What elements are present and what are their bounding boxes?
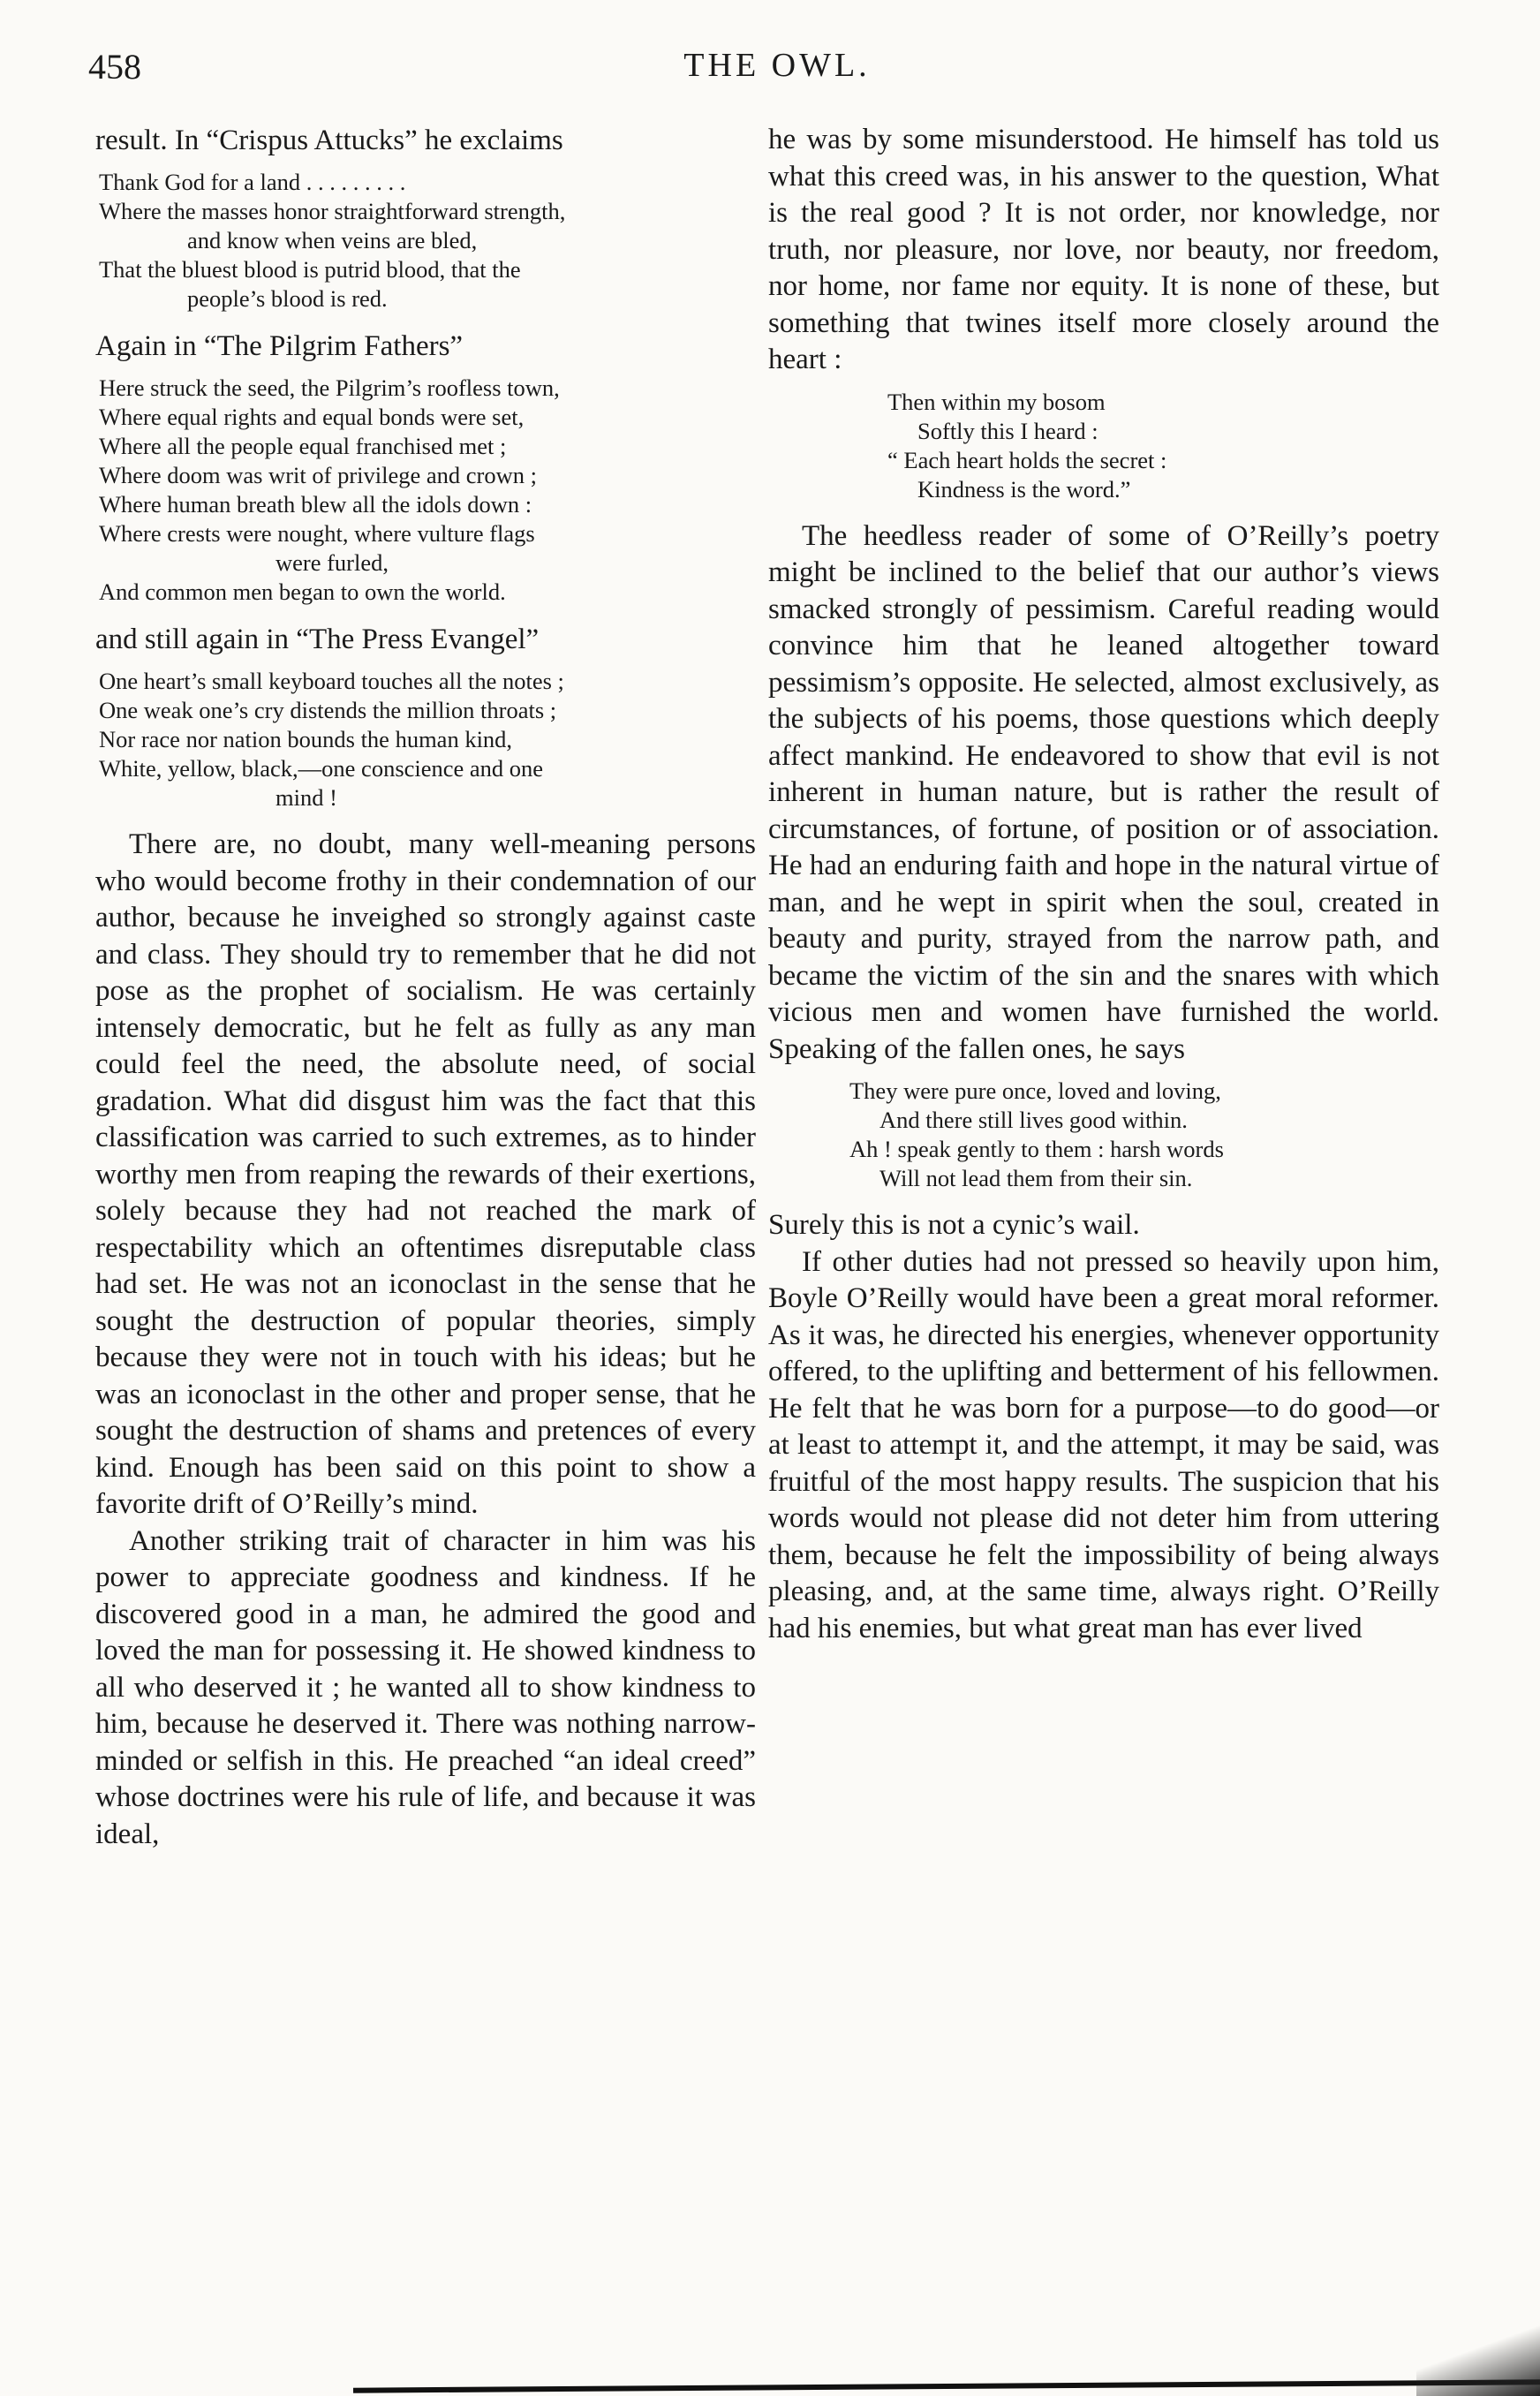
poem-press-evangel: [99, 667, 756, 813]
right-column: [768, 122, 1439, 1647]
poem-fallen-ones: [849, 1077, 1439, 1193]
poem-line: One heart’s small keyboard touches all the notes ;: [99, 668, 564, 694]
intro-pilgrim-fathers: Again in “The Pilgrim Fathers”: [95, 330, 464, 362]
poem-line: Softly this I heard :: [917, 417, 1098, 444]
paragraph-moral-reformer: If other duties had not pressed so heavily upon him, Boyle O’Reilly would have been a great moral reformer. As it was, he directed his energies, whenever opportunity offered, to the uplifting and betterment of his fellowmen. He felt that he was born for a purpose—to do good—or at least to attempt it, and the attempt, it may be said, was fruitful of the most happy results. The suspicion that his words would not please did not deter him from uttering them, because he felt the impossibility of being always pleasing, and, at the same time, always right. O’Reilly had his enemies, but what great man has ever lived: [768, 1245, 1439, 1644]
poem-line: mind !: [276, 784, 337, 811]
poem-line: And common men began to own the world.: [99, 578, 506, 605]
paragraph-cynic: Surely this is not a cynic’s wail.: [768, 1209, 1140, 1241]
poem-line: and know when veins are bled,: [187, 227, 478, 253]
poem-line: were furled,: [276, 549, 389, 576]
poem-line: Where doom was writ of privilege and crown ;: [99, 462, 537, 488]
poem-line: And there still lives good within.: [879, 1107, 1188, 1133]
poem-line: Kindness is the word.”: [917, 475, 1131, 503]
poem-line: Here struck the seed, the Pilgrim’s roofless town,: [99, 374, 560, 401]
poem-line: Where all the people equal franchised met ;: [99, 433, 507, 459]
poem-line: “ Each heart holds the secret :: [887, 446, 1167, 473]
left-column: [95, 122, 756, 1853]
poem-line: Then within my bosom: [887, 388, 1106, 415]
paragraph-pessimism: The heedless reader of some of O’Reilly’s poetry might be inclined to the belief that our author’s views smacked strongly of pessimism. Careful reading would convince him that he leaned altogether toward pessimism’s opposite. He selected, almost exclusively, as the subjects of his poems, those questions which deeply affect mankind. He endeavored to show that evil is not inherent in human nature, but is rather the result of circumstances, of fortune, of position or of association. He had an enduring faith and hope in the natural virtue of man, and he wept in spirit when the soul, created in beauty and purity, strayed from the narrow path, and became the victim of the sin and the snares with which vicious men and women have furnished the world. Speaking of the fallen ones, he says: [768, 519, 1439, 1065]
running-head: THE OWL.: [683, 47, 871, 84]
paragraph-caste-and-class: There are, no doubt, many well-meaning persons who would become frothy in their condemnation of our author, because he inveighed so strongly against caste and class. They should try to remember that he did not pose as the prophet of socialism. He was certainly intensely democratic, but he felt as fully as any man could feel the need, the absolute need, of social gradation. What did disgust him was the fact that this classification was carried to such extremes, as to hinder worthy men from reaping the rewards of their exertions, solely because they had not reached the mark of respectability which an oftentimes disreputable class had set. He was not an iconoclast in the sense that he sought the destruction of popular theories, simply because they were not in touch with his ideas; but he was an iconoclast in the other and proper sense, that he sought the destruction of shams and pretences of every kind. Enough has been said on this point to show a favorite drift of O’Reilly’s mind.: [95, 828, 756, 1520]
page-header: [88, 46, 1466, 99]
poem-crispus-attucks: [99, 168, 756, 314]
page-number: 458: [88, 47, 141, 87]
poem-line: White, yellow, black,—one conscience and one: [99, 755, 544, 782]
poem-line: Where human breath blew all the idols down :: [99, 491, 532, 518]
poem-kindness: [887, 388, 1439, 504]
poem-line: Will not lead them from their sin.: [879, 1165, 1193, 1191]
paragraph-ideal-creed: he was by some misunderstood. He himself has told us what this creed was, in his answer to the question, What is the real good ? It is not order, nor knowledge, nor truth, nor pleasure, nor love, nor beauty, nor freedom, nor home, nor fame nor equity. It is none of these, but something that twines itself more closely around the heart :: [768, 124, 1439, 375]
poem-line: Where crests were nought, where vulture flags: [99, 520, 535, 547]
poem-line: people’s blood is red.: [187, 285, 388, 312]
page-corner-shadow: [1416, 2299, 1540, 2396]
paragraph-goodness-and-kindness: Another striking trait of character in him was his power to appreciate goodness and kindness. If he discovered good in a man, he admired the good and loved the man for possessing it. He showed kindness to all who deserved it ; he wanted all to show kindness to him, because he deserved it. There was nothing narrow-minded or selfish in this. He preached “an ideal creed” whose doctrines were his rule of life, and because it was ideal,: [95, 1524, 756, 1850]
intro-press-evangel: and still again in “The Press Evangel”: [95, 624, 540, 655]
poem-line: That the bluest blood is putrid blood, that the: [99, 256, 521, 283]
poem-line: Where equal rights and equal bonds were set,: [99, 404, 525, 430]
poem-pilgrim-fathers: [99, 374, 756, 607]
poem-line: Thank God for a land . . . . . . . . .: [99, 169, 406, 195]
poem-line: They were pure once, loved and loving,: [849, 1077, 1221, 1104]
intro-crispus-attucks: result. In “Crispus Attucks” he exclaims: [95, 125, 563, 156]
poem-line: Ah ! speak gently to them : harsh words: [849, 1136, 1224, 1162]
poem-line: Where the masses honor straightforward strength,: [99, 198, 566, 224]
poem-line: One weak one’s cry distends the million throats ;: [99, 697, 557, 723]
poem-line: Nor race nor nation bounds the human kind,: [99, 726, 513, 752]
page-edge-shadow: [353, 2379, 1540, 2392]
